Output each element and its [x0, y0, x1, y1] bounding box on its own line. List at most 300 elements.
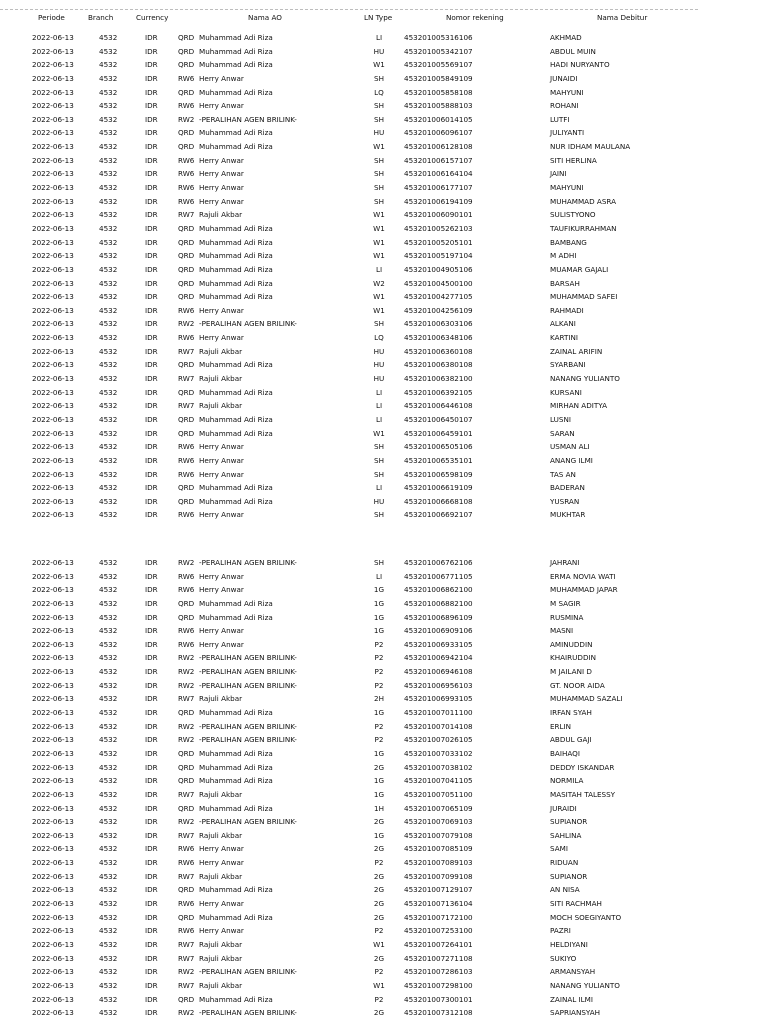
cell-ln-type: P2 — [374, 926, 384, 936]
cell-periode: 2022-06-13 — [32, 926, 74, 936]
cell-ln-type: P2 — [374, 735, 384, 745]
cell-currency: IDR — [145, 442, 158, 452]
cell-ao-code: RW2 — [178, 653, 195, 663]
cell-periode: 2022-06-13 — [32, 694, 74, 704]
cell-currency: IDR — [145, 401, 158, 411]
cell-ln-type: 1G — [373, 708, 385, 718]
cell-ln-type: 1H — [374, 803, 384, 813]
cell-ao-name: Muhammad Adi Riza — [199, 994, 273, 1004]
cell-nomor-rekening: 453201007089103 — [404, 858, 473, 868]
cell-nama-debitur: KHAIRUDDIN — [550, 653, 596, 663]
cell-nomor-rekening: 453201005197104 — [404, 251, 473, 261]
cell-nama-debitur: MUKHTAR — [550, 510, 586, 520]
cell-nama-debitur: KURSANI — [550, 387, 582, 397]
cell-ln-type: P2 — [374, 721, 384, 731]
cell-nama-debitur: SUPIANOR — [550, 871, 588, 881]
cell-periode: 2022-06-13 — [32, 114, 74, 124]
cell-nomor-rekening: 453201007026105 — [404, 735, 473, 745]
cell-ao-name: -PERALIHAN AGEN BRILINK- — [199, 680, 297, 690]
cell-ln-type: LI — [375, 33, 383, 42]
cell-ao-code: QRD — [178, 803, 195, 813]
cell-nomor-rekening: 453201005849109 — [404, 73, 473, 83]
table-row — [0, 638, 768, 652]
cell-currency: IDR — [145, 980, 158, 990]
cell-branch: 4532 — [99, 830, 118, 840]
cell-ao-code: RW6 — [178, 639, 195, 649]
cell-currency: IDR — [145, 639, 158, 649]
cell-nomor-rekening: 453201006014105 — [404, 114, 473, 124]
cell-ln-type: 1G — [373, 789, 385, 799]
cell-ao-code: RW6 — [178, 305, 195, 315]
cell-branch: 4532 — [99, 442, 118, 452]
cell-periode: 2022-06-13 — [32, 1008, 74, 1018]
cell-nomor-rekening: 453201006619109 — [404, 483, 473, 493]
cell-currency: IDR — [145, 912, 158, 922]
cell-branch: 4532 — [99, 558, 118, 567]
cell-periode: 2022-06-13 — [32, 735, 74, 745]
cell-currency: IDR — [145, 374, 158, 384]
table-row — [0, 1006, 768, 1020]
table-row — [0, 86, 768, 100]
cell-ln-type: 2G — [373, 1008, 385, 1018]
cell-ao-code: RW7 — [178, 401, 195, 411]
cell-currency: IDR — [145, 653, 158, 663]
cell-ln-type: 2G — [373, 762, 385, 772]
cell-ao-code: RW2 — [178, 114, 195, 124]
cell-periode: 2022-06-13 — [32, 817, 74, 827]
table-row — [0, 126, 768, 140]
cell-nama-debitur: MIRHAN ADITYA — [550, 401, 608, 411]
header-nama-debitur: Nama Debitur — [597, 13, 648, 22]
cell-ao-code: QRD — [178, 748, 195, 758]
cell-currency: IDR — [145, 735, 158, 745]
cell-branch: 4532 — [99, 305, 118, 315]
cell-ao-name: Herry Anwar — [199, 442, 244, 452]
cell-nomor-rekening: 453201007253100 — [404, 926, 473, 936]
cell-nomor-rekening: 453201004277105 — [404, 292, 473, 302]
cell-periode: 2022-06-13 — [32, 510, 74, 520]
cell-ao-name: Muhammad Adi Riza — [199, 483, 273, 493]
cell-currency: IDR — [145, 694, 158, 704]
cell-periode: 2022-06-13 — [32, 558, 74, 567]
cell-ao-name: Muhammad Adi Riza — [199, 598, 273, 608]
cell-ao-code: RW7 — [178, 953, 195, 963]
cell-nomor-rekening: 453201004256109 — [404, 305, 473, 315]
cell-nama-debitur: ALKANI — [550, 319, 576, 329]
cell-nama-debitur: ZAINAL ARIFIN — [550, 346, 603, 356]
cell-ao-code: QRD — [178, 46, 195, 56]
cell-ln-type: 2H — [374, 694, 384, 704]
cell-periode: 2022-06-13 — [32, 46, 74, 56]
cell-periode: 2022-06-13 — [32, 871, 74, 881]
cell-nomor-rekening: 453201007065109 — [404, 803, 473, 813]
table-row — [0, 911, 768, 925]
cell-nomor-rekening: 453201007011100 — [404, 708, 473, 718]
cell-branch: 4532 — [99, 953, 118, 963]
cell-ao-name: Rajuli Akbar — [199, 830, 243, 840]
cell-ln-type: 1G — [373, 776, 385, 786]
cell-branch: 4532 — [99, 967, 118, 977]
table-row — [0, 495, 768, 509]
table-row — [0, 113, 768, 127]
table-body-block-2 — [0, 556, 768, 1020]
cell-nomor-rekening: 453201006392105 — [404, 387, 473, 397]
table-row — [0, 236, 768, 250]
cell-ao-name: Muhammad Adi Riza — [199, 708, 273, 718]
cell-nomor-rekening: 453201006382100 — [404, 374, 473, 384]
cell-ao-code: RW6 — [178, 510, 195, 520]
cell-branch: 4532 — [99, 278, 118, 288]
cell-nomor-rekening: 453201007264101 — [404, 939, 473, 949]
table-row — [0, 829, 768, 843]
cell-periode: 2022-06-13 — [32, 210, 74, 220]
cell-currency: IDR — [145, 87, 158, 97]
cell-ao-code: RW6 — [178, 899, 195, 909]
cell-nomor-rekening: 453201006668108 — [404, 496, 473, 506]
cell-branch: 4532 — [99, 667, 118, 677]
cell-ao-code: RW2 — [178, 721, 195, 731]
cell-nomor-rekening: 453201004905106 — [404, 264, 473, 274]
cell-nama-debitur: HELDIYANI — [550, 939, 588, 949]
cell-ao-name: Herry Anwar — [199, 899, 244, 909]
cell-currency: IDR — [145, 60, 158, 70]
cell-periode: 2022-06-13 — [32, 776, 74, 786]
cell-ao-code: RW7 — [178, 210, 195, 220]
cell-ao-name: Muhammad Adi Riza — [199, 46, 273, 56]
cell-currency: IDR — [145, 496, 158, 506]
cell-periode: 2022-06-13 — [32, 953, 74, 963]
cell-ln-type: W1 — [373, 142, 385, 152]
cell-currency: IDR — [145, 319, 158, 329]
cell-currency: IDR — [145, 803, 158, 813]
cell-ao-code: RW6 — [178, 101, 195, 111]
cell-ao-code: RW2 — [178, 1008, 195, 1018]
cell-periode: 2022-06-13 — [32, 626, 74, 636]
cell-periode: 2022-06-13 — [32, 183, 74, 193]
cell-periode: 2022-06-13 — [32, 237, 74, 247]
cell-nomor-rekening: 453201006956103 — [404, 680, 473, 690]
cell-nomor-rekening: 453201007129107 — [404, 885, 473, 895]
cell-periode: 2022-06-13 — [32, 639, 74, 649]
cell-ln-type: LQ — [374, 87, 384, 97]
cell-nama-debitur: GT. NOOR AIDA — [550, 680, 605, 690]
cell-periode: 2022-06-13 — [32, 667, 74, 677]
cell-ao-name: Muhammad Adi Riza — [199, 251, 273, 261]
cell-ao-code: QRD — [178, 912, 195, 922]
cell-branch: 4532 — [99, 414, 118, 424]
cell-ln-type: SH — [374, 101, 384, 111]
cell-ao-code: RW2 — [178, 558, 195, 567]
cell-ln-type: W1 — [373, 251, 385, 261]
cell-periode: 2022-06-13 — [32, 60, 74, 70]
table-row — [0, 208, 768, 222]
cell-nomor-rekening: 453201006771105 — [404, 571, 473, 581]
cell-currency: IDR — [145, 264, 158, 274]
cell-ln-type: 2G — [373, 899, 385, 909]
cell-branch: 4532 — [99, 803, 118, 813]
cell-ln-type: 2G — [373, 912, 385, 922]
cell-currency: IDR — [145, 571, 158, 581]
cell-ln-type: P2 — [374, 667, 384, 677]
cell-ao-code: QRD — [178, 128, 195, 138]
cell-periode: 2022-06-13 — [32, 967, 74, 977]
cell-nama-debitur: M ADHI — [550, 251, 577, 261]
cell-ao-name: -PERALIHAN AGEN BRILINK- — [199, 653, 297, 663]
table-row — [0, 774, 768, 788]
cell-periode: 2022-06-13 — [32, 885, 74, 895]
cell-ao-code: RW7 — [178, 830, 195, 840]
cell-periode: 2022-06-13 — [32, 571, 74, 581]
cell-ao-name: Muhammad Adi Riza — [199, 885, 273, 895]
cell-nama-debitur: BAMBANG — [550, 237, 587, 247]
cell-branch: 4532 — [99, 912, 118, 922]
cell-ln-type: P2 — [374, 858, 384, 868]
table-row — [0, 277, 768, 291]
table-row — [0, 720, 768, 734]
table-row — [0, 454, 768, 468]
cell-currency: IDR — [145, 223, 158, 233]
cell-nomor-rekening: 453201007085109 — [404, 844, 473, 854]
cell-nama-debitur: PAZRI — [550, 926, 571, 936]
cell-periode: 2022-06-13 — [32, 87, 74, 97]
cell-ao-name: -PERALIHAN AGEN BRILINK- — [199, 558, 297, 567]
cell-periode: 2022-06-13 — [32, 762, 74, 772]
cell-nomor-rekening: 453201007069103 — [404, 817, 473, 827]
cell-ln-type: 2G — [373, 885, 385, 895]
table-row — [0, 570, 768, 584]
cell-nomor-rekening: 453201006194109 — [404, 196, 473, 206]
cell-nomor-rekening: 453201007079108 — [404, 830, 473, 840]
cell-ao-code: RW2 — [178, 967, 195, 977]
cell-ln-type: SH — [374, 510, 384, 520]
cell-currency: IDR — [145, 510, 158, 520]
cell-nama-debitur: DEDDY ISKANDAR — [550, 762, 615, 772]
table-row — [0, 263, 768, 277]
cell-ln-type: W1 — [373, 305, 385, 315]
cell-branch: 4532 — [99, 653, 118, 663]
cell-ln-type: SH — [374, 183, 384, 193]
cell-ao-name: Herry Anwar — [199, 469, 244, 479]
cell-nomor-rekening: 453201006090101 — [404, 210, 473, 220]
table-row — [0, 72, 768, 86]
cell-periode: 2022-06-13 — [32, 708, 74, 718]
cell-ao-code: RW2 — [178, 680, 195, 690]
cell-ln-type: 1G — [373, 612, 385, 622]
cell-periode: 2022-06-13 — [32, 803, 74, 813]
table-header — [0, 9, 698, 24]
cell-currency: IDR — [145, 46, 158, 56]
cell-nama-debitur: AKHMAD — [550, 33, 582, 42]
header-ln-type: LN Type — [364, 13, 393, 22]
cell-ao-code: RW6 — [178, 196, 195, 206]
cell-ao-name: Herry Anwar — [199, 585, 244, 595]
cell-currency: IDR — [145, 346, 158, 356]
cell-ao-code: RW7 — [178, 374, 195, 384]
cell-ao-code: RW6 — [178, 73, 195, 83]
cell-nama-debitur: MUHAMMAD SAZALI — [550, 694, 623, 704]
table-row — [0, 788, 768, 802]
table-row — [0, 331, 768, 345]
cell-nama-debitur: JURAIDI — [550, 803, 577, 813]
cell-nama-debitur: TAUFIKURRAHMAN — [550, 223, 617, 233]
cell-ln-type: 2G — [373, 871, 385, 881]
cell-nama-debitur: ROHANI — [550, 101, 579, 111]
cell-periode: 2022-06-13 — [32, 680, 74, 690]
cell-nomor-rekening: 453201006505106 — [404, 442, 473, 452]
cell-nomor-rekening: 453201006692107 — [404, 510, 473, 520]
cell-periode: 2022-06-13 — [32, 223, 74, 233]
cell-nomor-rekening: 453201006862100 — [404, 585, 473, 595]
cell-ao-name: Muhammad Adi Riza — [199, 414, 273, 424]
cell-periode: 2022-06-13 — [32, 414, 74, 424]
cell-ln-type: W2 — [373, 278, 385, 288]
cell-ao-name: Herry Anwar — [199, 101, 244, 111]
cell-ao-name: Muhammad Adi Riza — [199, 428, 273, 438]
cell-ao-code: QRD — [178, 994, 195, 1004]
cell-branch: 4532 — [99, 762, 118, 772]
cell-ao-code: QRD — [178, 278, 195, 288]
cell-periode: 2022-06-13 — [32, 264, 74, 274]
cell-ao-name: Muhammad Adi Riza — [199, 762, 273, 772]
cell-branch: 4532 — [99, 128, 118, 138]
cell-periode: 2022-06-13 — [32, 155, 74, 165]
cell-nama-debitur: LUSNI — [550, 414, 571, 424]
cell-nomor-rekening: 453201006896109 — [404, 612, 473, 622]
cell-nomor-rekening: 453201006993105 — [404, 694, 473, 704]
table-row — [0, 167, 768, 181]
cell-currency: IDR — [145, 776, 158, 786]
cell-ao-name: Herry Anwar — [199, 510, 244, 520]
cell-currency: IDR — [145, 305, 158, 315]
cell-ao-code: RW6 — [178, 626, 195, 636]
cell-currency: IDR — [145, 251, 158, 261]
cell-ao-name: Herry Anwar — [199, 305, 244, 315]
cell-branch: 4532 — [99, 496, 118, 506]
cell-ln-type: W1 — [373, 980, 385, 990]
cell-currency: IDR — [145, 612, 158, 622]
cell-branch: 4532 — [99, 455, 118, 465]
cell-nama-debitur: MOCH SOEGIYANTO — [550, 912, 622, 922]
cell-branch: 4532 — [99, 885, 118, 895]
cell-branch: 4532 — [99, 469, 118, 479]
cell-ao-name: Herry Anwar — [199, 626, 244, 636]
table-row — [0, 154, 768, 168]
table-row — [0, 651, 768, 665]
cell-ln-type: SH — [374, 558, 384, 567]
cell-ao-code: RW6 — [178, 155, 195, 165]
cell-ln-type: SH — [374, 114, 384, 124]
cell-nomor-rekening: 453201006598109 — [404, 469, 473, 479]
cell-ln-type: SH — [374, 455, 384, 465]
cell-periode: 2022-06-13 — [32, 128, 74, 138]
cell-currency: IDR — [145, 885, 158, 895]
cell-nama-debitur: ANANG ILMI — [550, 455, 593, 465]
cell-nomor-rekening: 453201006909106 — [404, 626, 473, 636]
cell-ao-name: Muhammad Adi Riza — [199, 237, 273, 247]
cell-ln-type: W1 — [373, 210, 385, 220]
cell-ao-name: Herry Anwar — [199, 571, 244, 581]
cell-nama-debitur: BADERAN — [550, 483, 585, 493]
cell-ao-code: QRD — [178, 496, 195, 506]
cell-ao-code: QRD — [178, 414, 195, 424]
cell-nama-debitur: SAPRIANSYAH — [550, 1008, 601, 1018]
cell-ln-type: W1 — [373, 428, 385, 438]
table-row — [0, 815, 768, 829]
cell-currency: IDR — [145, 128, 158, 138]
cell-ao-code: RW6 — [178, 442, 195, 452]
cell-branch: 4532 — [99, 585, 118, 595]
cell-nama-debitur: ERMA NOVIA WATI — [550, 571, 616, 581]
cell-ln-type: 1G — [373, 626, 385, 636]
cell-nama-debitur: LUTFI — [550, 114, 570, 124]
cell-currency: IDR — [145, 237, 158, 247]
cell-ln-type: LI — [375, 401, 383, 411]
cell-currency: IDR — [145, 598, 158, 608]
cell-nama-debitur: JAHRANI — [550, 558, 580, 567]
cell-periode: 2022-06-13 — [32, 455, 74, 465]
table-row — [0, 583, 768, 597]
cell-ln-type: LI — [375, 264, 383, 274]
cell-ao-code: QRD — [178, 885, 195, 895]
cell-ao-code: QRD — [178, 142, 195, 152]
table-row — [0, 413, 768, 427]
cell-ln-type: W1 — [373, 223, 385, 233]
cell-currency: IDR — [145, 142, 158, 152]
cell-nomor-rekening: 453201006762106 — [404, 558, 473, 567]
table-row — [0, 317, 768, 331]
cell-branch: 4532 — [99, 374, 118, 384]
table-row — [0, 45, 768, 59]
table-row — [0, 952, 768, 966]
table-row — [0, 924, 768, 938]
cell-nama-debitur: MUAMAR GAJALI — [550, 264, 609, 274]
table-row — [0, 372, 768, 386]
cell-ln-type: SH — [374, 319, 384, 329]
cell-ln-type: W1 — [373, 292, 385, 302]
cell-ao-name: Rajuli Akbar — [199, 953, 243, 963]
cell-ln-type: LI — [375, 414, 383, 424]
cell-periode: 2022-06-13 — [32, 305, 74, 315]
cell-currency: IDR — [145, 680, 158, 690]
cell-periode: 2022-06-13 — [32, 939, 74, 949]
cell-nama-debitur: M JAILANI D — [550, 667, 592, 677]
cell-ao-code: RW6 — [178, 333, 195, 343]
cell-currency: IDR — [145, 708, 158, 718]
cell-nama-debitur: KARTINI — [550, 333, 578, 343]
cell-ao-name: Muhammad Adi Riza — [199, 612, 273, 622]
cell-currency: IDR — [145, 926, 158, 936]
cell-branch: 4532 — [99, 46, 118, 56]
cell-nomor-rekening: 453201006096107 — [404, 128, 473, 138]
cell-branch: 4532 — [99, 571, 118, 581]
cell-ao-code: QRD — [178, 264, 195, 274]
cell-ao-code: RW6 — [178, 585, 195, 595]
cell-ao-name: Muhammad Adi Riza — [199, 264, 273, 274]
cell-periode: 2022-06-13 — [32, 442, 74, 452]
cell-branch: 4532 — [99, 776, 118, 786]
header-nama-ao: Nama AO — [248, 13, 282, 22]
cell-nama-debitur: MAHYUNI — [550, 183, 584, 193]
cell-periode: 2022-06-13 — [32, 721, 74, 731]
cell-ao-name: Rajuli Akbar — [199, 401, 243, 411]
cell-periode: 2022-06-13 — [32, 428, 74, 438]
cell-nomor-rekening: 453201007033102 — [404, 748, 473, 758]
cell-ao-name: Rajuli Akbar — [199, 694, 243, 704]
cell-branch: 4532 — [99, 319, 118, 329]
cell-nama-debitur: ERLIN — [550, 721, 572, 731]
cell-currency: IDR — [145, 114, 158, 124]
cell-ln-type: P2 — [374, 653, 384, 663]
